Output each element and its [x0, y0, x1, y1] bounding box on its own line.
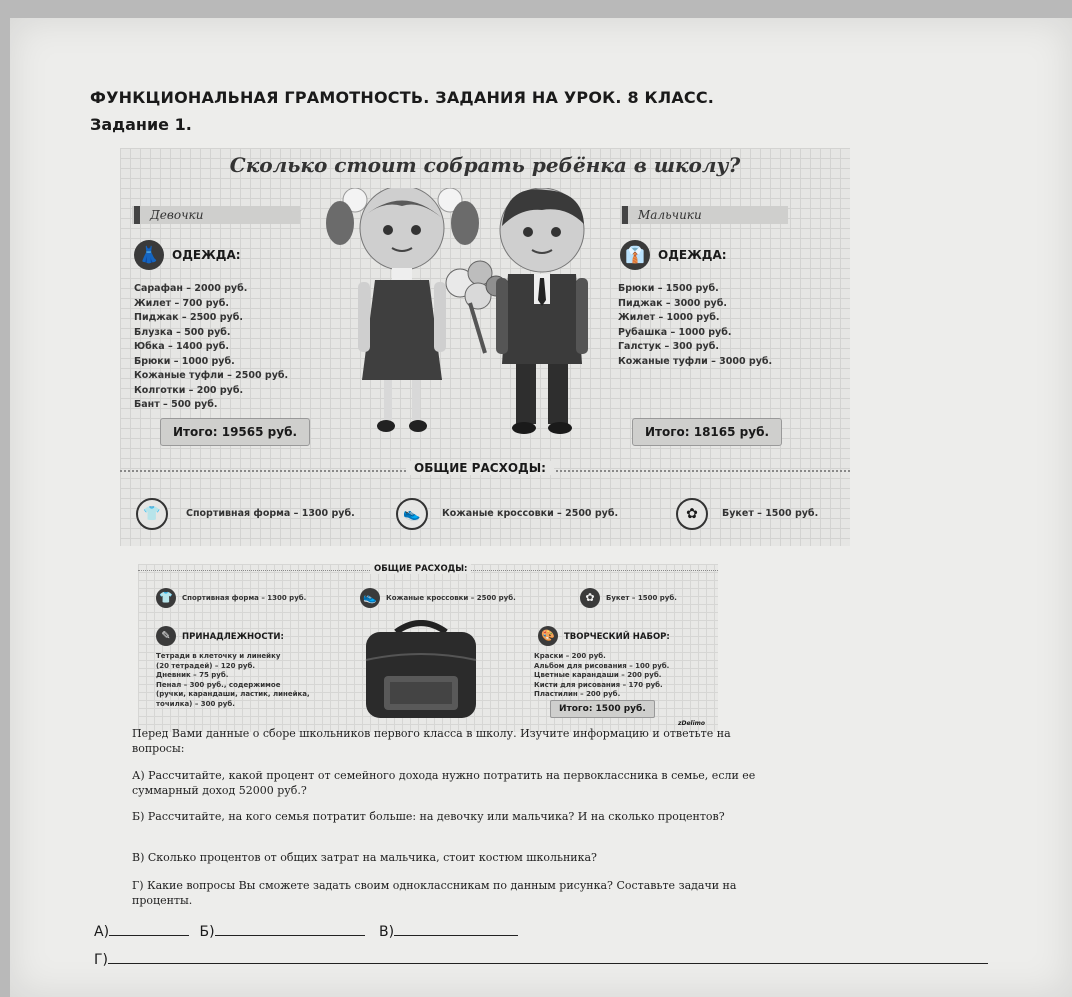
creative-kit-list [534, 652, 669, 700]
list-item: Пиджак – 3000 руб. [618, 297, 727, 309]
bouquet-icon: ✿ [676, 498, 708, 530]
list-item: Пиджак – 2500 руб. [134, 312, 243, 323]
list-item: Пластилин – 200 руб. [534, 690, 621, 698]
list-item: Галстук – 300 руб. [618, 341, 719, 352]
answer-row-1 [94, 924, 518, 940]
list-item: Жилет – 1000 руб. [618, 312, 720, 323]
expense-item: Спортивная форма – 1300 руб. [186, 508, 355, 519]
list-item: Бант – 500 руб. [134, 399, 218, 410]
girls-total-tag: Итого: 19565 руб. [160, 418, 310, 446]
list-item: Юбка – 1400 руб. [134, 341, 229, 352]
list-item: Жилет – 700 руб. [134, 297, 229, 309]
sneakers-icon: 👟 [396, 498, 428, 530]
creative-kit-heading: ТВОРЧЕСКИЙ НАБОР: [564, 632, 670, 642]
list-item: Сарафан – 2000 руб. [134, 283, 248, 294]
worksheet-page [10, 18, 1072, 997]
answer-row-2 [94, 952, 988, 968]
answer-label-c: В) [379, 924, 395, 940]
infographic-supplies [138, 564, 718, 732]
list-item: Рубашка – 1000 руб. [618, 326, 732, 338]
question-c: В) Сколько процентов от общих затрат на мальчика, стоит костюм школьника? [132, 851, 597, 864]
list-item: Альбом для рисования – 100 руб. [534, 661, 670, 670]
source-credit: zDelimo [678, 720, 706, 727]
list-item: Краски – 200 руб. [534, 652, 606, 660]
question-b: Б) Рассчитайте, на кого семья потратит больше: на девочку или мальчика? И на сколько процентов? [132, 810, 725, 823]
list-item: Блузка – 500 руб. [134, 326, 231, 338]
supplies-total-tag: Итого: 1500 руб. [550, 700, 655, 718]
list-item: Тетради в клеточку и линейку [156, 652, 281, 660]
sneakers-icon: 👟 [360, 588, 380, 608]
expense-item: Кожаные кроссовки – 2500 руб. [386, 594, 516, 602]
sport-uniform-icon: 👕 [156, 588, 176, 608]
answer-label-d: Г) [94, 952, 108, 968]
list-item: Кисти для рисования – 170 руб. [534, 680, 663, 689]
backpack-illustration [356, 620, 486, 720]
list-item: точилка) – 300 руб. [156, 699, 235, 708]
list-item: Кожаные туфли – 3000 руб. [618, 355, 773, 367]
expense-item: Спортивная форма – 1300 руб. [182, 594, 307, 602]
list-item: (20 тетрадей) – 120 руб. [156, 661, 256, 670]
task-label: Задание 1. [90, 115, 192, 134]
girls-heading: Девочки [132, 206, 300, 224]
children-illustration [320, 188, 620, 443]
question-a: А) Рассчитайте, какой процент от семейного дохода нужно потратить на первоклассника в семье, если ее суммарный доход 52000 руб.? [132, 769, 756, 797]
answer-label-a: А) [94, 924, 110, 940]
document-title: ФУНКЦИОНАЛЬНАЯ ГРАМОТНОСТЬ. ЗАДАНИЯ НА УРОК. 8 КЛАСС. [90, 88, 715, 107]
boys-clothes-list [618, 282, 772, 369]
bouquet-icon: ✿ [580, 588, 600, 608]
list-item: Цветные карандаши – 200 руб. [534, 671, 662, 679]
girl-figure [326, 188, 479, 432]
expense-item: Букет – 1500 руб. [606, 594, 677, 602]
answer-label-b: Б) [199, 924, 215, 940]
list-item: Дневник – 75 руб. [156, 671, 229, 679]
boy-figure [496, 188, 588, 434]
answer-field-b[interactable] [215, 935, 365, 936]
intro-paragraph: Перед Вами данные о сборе школьников первого класса в школу. Изучите информацию и ответьте на вопросы: [132, 727, 731, 755]
list-item: Пенал – 300 руб., содержимое [156, 680, 281, 689]
list-item: Кожаные туфли – 2500 руб. [134, 370, 289, 381]
palette-icon: 🎨 [538, 626, 558, 646]
answer-field-c[interactable] [394, 935, 518, 936]
boys-clothes-heading: ОДЕЖДА: [658, 248, 727, 262]
answer-field-d[interactable] [108, 963, 988, 964]
list-item: (ручки, карандаши, ластик, линейка, [156, 690, 310, 698]
answer-field-a[interactable] [109, 935, 189, 936]
common-expenses-heading: ОБЩИЕ РАСХОДЫ: [406, 461, 554, 475]
list-item: Брюки – 1000 руб. [134, 355, 235, 367]
question-d: Г) Какие вопросы Вы сможете задать своим одноклассникам по данным рисунка? Составьте задачи на проценты. [132, 879, 737, 907]
infographic-title: Сколько стоит собрать ребёнка в школу? [229, 153, 741, 177]
girls-clothes-heading: ОДЕЖДА: [172, 248, 241, 262]
list-item: Колготки – 200 руб. [134, 384, 244, 396]
sport-uniform-icon: 👕 [136, 498, 168, 530]
boys-heading: Мальчики [620, 206, 788, 224]
infographic-clothes [120, 148, 850, 546]
expense-item: Букет – 1500 руб. [722, 508, 819, 519]
supplies-list [156, 652, 310, 709]
common-expenses-heading-2: ОБЩИЕ РАСХОДЫ: [370, 564, 471, 574]
dress-icon: 👗 [134, 240, 164, 270]
supplies-heading: ПРИНАДЛЕЖНОСТИ: [182, 632, 284, 642]
girls-clothes-list [134, 282, 288, 413]
suit-icon: 👔 [620, 240, 650, 270]
list-item: Брюки – 1500 руб. [618, 283, 719, 294]
expense-item: Кожаные кроссовки – 2500 руб. [442, 508, 619, 519]
supplies-icon: ✎ [156, 626, 176, 646]
boys-total-tag: Итого: 18165 руб. [632, 418, 782, 446]
